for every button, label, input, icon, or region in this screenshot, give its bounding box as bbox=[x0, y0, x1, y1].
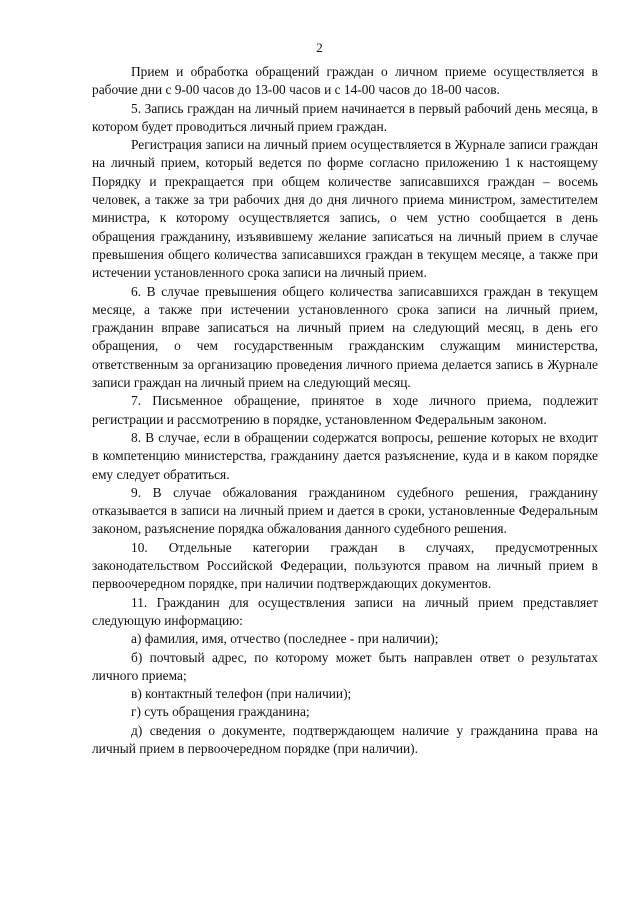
paragraph-reception-hours: Прием и обработка обращений граждан о личном приеме осуществляется в рабочие дни с 9-00 часов до 13-00 часов и с 14-00 часов до 18-00 часов. bbox=[92, 64, 598, 98]
paragraph-8: 8. В случае, если в обращении содержатся вопросы, решение которых не входит в компетенцию министерства, гражданину дается разъяснение, куда и в каком порядке ему следует обратиться. bbox=[92, 429, 598, 482]
paragraph-10: 10. Отдельные категории граждан в случаях, предусмотренных законодательством Российской Федерации, пользуются правом на личный прием в первоочередном порядке, при наличии подтверждающих документов. bbox=[92, 539, 598, 592]
paragraph-registration: Регистрация записи на личный прием осуществляется в Журнале записи граждан на личный прием, который ведется по форме согласно приложению 1 к настоящему Порядку и прекращается при общем количестве записавшихся граждан – восемь человек, а также за три рабочих дня до дня личного приема министром, заместителем министра, к которому осуществляется запись, о чем устно сообщается в день обращения гражданину, изъявившему желание записаться на личный прием в случае превышения общего количества записавшихся граждан в текущем месяце, а также при истечении установленного срока записи на личный прием. bbox=[92, 137, 598, 281]
paragraph-5: 5. Запись граждан на личный прием начинается в первый рабочий день месяца, в котором будет проводиться личный прием граждан. bbox=[92, 100, 598, 134]
document-body bbox=[92, 63, 598, 758]
list-item-a: а) фамилия, имя, отчество (последнее - при наличии); bbox=[131, 631, 439, 647]
list-item-v: в) контактный телефон (при наличии); bbox=[131, 686, 352, 702]
paragraph-11: 11. Гражданин для осуществления записи на личный прием представляет следующую информацию: bbox=[92, 594, 598, 628]
list-item-g: г) суть обращения гражданина; bbox=[131, 704, 310, 720]
paragraph-7: 7. Письменное обращение, принятое в ходе личного приема, подлежит регистрации и рассмотрению в порядке, установленном Федеральным законом. bbox=[92, 393, 598, 427]
paragraph-6: 6. В случае превышения общего количества записавшихся граждан в текущем месяце, а также при истечении установленного срока записи на личный прием, гражданин вправе записаться на личный прием на следующий месяц, в день его обращения, о чем государственным гражданским служащим министерства, ответственным за организацию проведения личного приема делается запись в Журнале записи граждан на личный прием на следующий месяц. bbox=[92, 283, 598, 391]
list-item-d: д) сведения о документе, подтверждающем наличие у гражданина права на личный прием в первоочередном порядке (при наличии). bbox=[92, 722, 598, 756]
page-number: 2 bbox=[316, 40, 323, 55]
paragraph-9: 9. В случае обжалования гражданином судебного решения, гражданину отказывается в записи на личный прием и дается в сроки, установленные Федеральным законом, разъяснение порядка обжалования данного судебного решения. bbox=[92, 484, 598, 537]
list-item-b: б) почтовый адрес, по которому может быть направлен ответ о результатах личного приема; bbox=[92, 649, 598, 683]
